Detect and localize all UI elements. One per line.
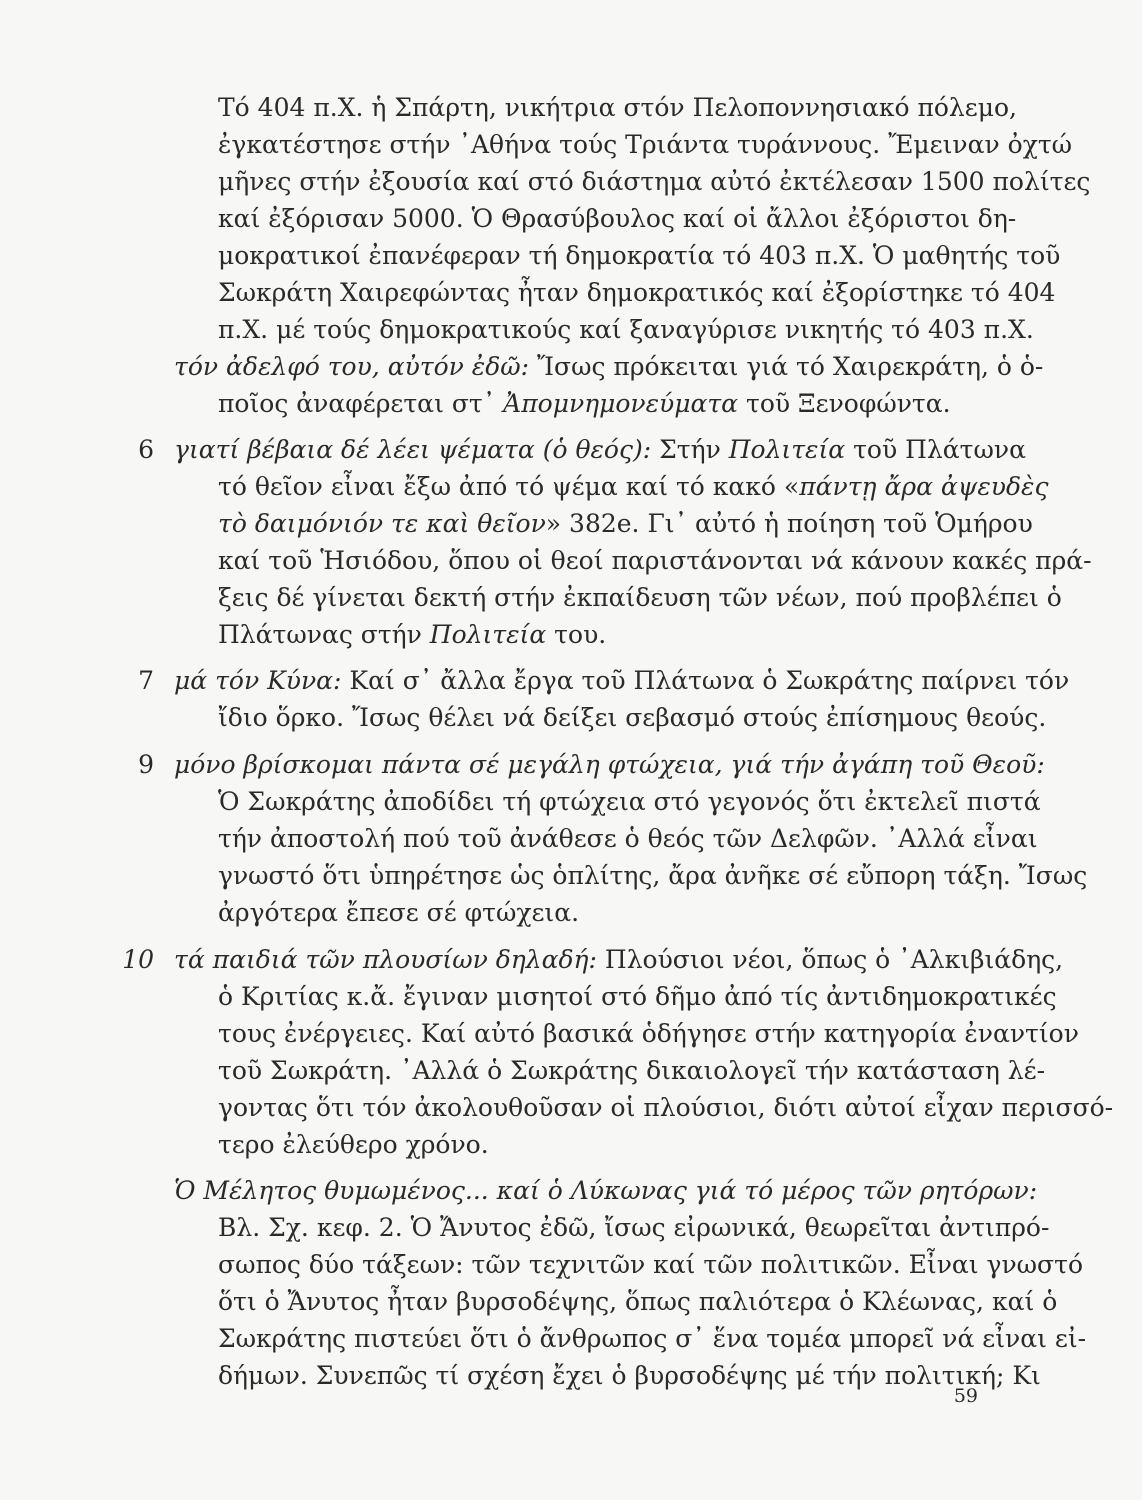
note-term: μά τόν Κύνα: <box>174 666 342 695</box>
text-line <box>174 663 1070 698</box>
note-number: 6 <box>138 435 154 464</box>
text-line <box>174 1173 1038 1208</box>
text-line <box>218 506 1033 541</box>
text-line: π.Χ. μέ τούς δημοκρατικούς καί ξαναγύρισε νικητής τό 403 π.Χ. <box>218 315 1034 344</box>
text-line <box>174 432 1026 467</box>
note-text: Πλούσιοι νέοι, ὅπως ὁ ᾿Αλκιβιάδης, <box>596 945 1064 974</box>
note-term: μόνο βρίσκομαι πάντα σέ μεγάλη φτώχεια, γιά τήν ἀγάπη τοῦ Θεοῦ: <box>174 750 1045 779</box>
text-line: μοκρατικοί ἐπανέφεραν τή δημοκρατία τό 403 π.Χ. Ὁ μαθητής τοῦ <box>218 241 1061 270</box>
text-line: καί τοῦ Ἡσιόδου, ὅπου οἱ θεοί παριστάνονται νά κάνουν κακές πρά- <box>218 546 1092 575</box>
text-line: δήμων. Συνεπῶς τί σχέση ἔχει ὁ βυρσοδέψης μέ τήν πολιτική; Κι <box>218 1361 1041 1390</box>
note-number: 7 <box>138 666 154 695</box>
text-line <box>218 386 978 421</box>
text-line: γνωστό ὅτι ὑπηρέτησε ὡς ὁπλίτης, ἄρα ἀνῆκε σέ εὔπορη τάξη. Ἴσως <box>218 861 1088 890</box>
note-number: 10 <box>122 945 154 974</box>
note-text: του. <box>546 620 607 649</box>
quotation: τὸ δαιμόνιόν τε καὶ θεῖον <box>218 509 546 538</box>
note-text: τοῦ Ξενοφώντα. <box>738 389 951 418</box>
text-line: τους ἐνέργειες. Καί αὐτό βασικά ὁδήγησε στήν κατηγορία ἐναντίον <box>218 1019 1079 1048</box>
text-line <box>174 349 1044 384</box>
note-text: » 382e. Γι᾿ αὐτό ἡ ποίηση τοῦ Ὁμήρου <box>545 509 1033 538</box>
text-line: Σωκράτη Χαιρεφώντας ἦταν δημοκρατικός καί ἐξορίστηκε τό 404 <box>218 278 1056 307</box>
text-line <box>218 617 978 652</box>
work-title: Ἀπομνημονεύματα <box>503 389 739 418</box>
text-line <box>174 942 1064 977</box>
text-line: Ὁ Σωκράτης ἀποδίδει τή φτώχεια στό γεγονός ὅτι ἐκτελεῖ πιστά <box>218 787 1041 816</box>
note-text: Ἴσως πρόκειται γιά τό Χαιρεκράτη, ὁ ὁ- <box>529 352 1044 381</box>
page-number: 59 <box>953 1385 978 1407</box>
note-text: ποῖος ἀναφέρεται στ᾿ <box>218 389 504 418</box>
note-text: Καί σ᾿ ἄλλα ἔργα τοῦ Πλάτωνα ὁ Σωκράτης παίρνει τόν <box>341 666 1070 695</box>
text-line: Βλ. Σχ. κεφ. 2. Ὁ Ἄνυτος ἐδῶ, ἴσως εἰρωνικά, θεωρεῖται ἀντιπρό- <box>218 1213 1050 1242</box>
note-text: Στήν <box>651 435 729 464</box>
text-line: σωπος δύο τάξεων: τῶν τεχνιτῶν καί τῶν πολιτικῶν. Εἶναι γνωστό <box>218 1250 1084 1279</box>
text-line: τοῦ Σωκράτη. ᾿Αλλά ὁ Σωκράτης δικαιολογεῖ τήν κατάσταση λέ- <box>218 1056 1046 1085</box>
note-term: τά παιδιά τῶν πλουσίων δηλαδή: <box>174 945 597 974</box>
text-line: ξεις δέ γίνεται δεκτή στήν ἐκπαίδευση τῶν νέων, πού προβλέπει ὁ <box>218 583 1062 612</box>
text-line <box>174 747 1045 782</box>
text-line: μῆνες στήν ἐξουσία καί στό διάστημα αὐτό ἐκτέλεσαν 1500 πολίτες <box>218 167 1091 196</box>
text-line: Τό 404 π.Χ. ἡ Σπάρτη, νικήτρια στόν Πελοποννησιακό πόλεμο, <box>218 93 1017 122</box>
text-line: ἀργότερα ἔπεσε σέ φτώχεια. <box>218 898 580 927</box>
text-line: ὁ Κριτίας κ.ἄ. ἔγιναν μισητοί στό δῆμο ἀπό τίς ἀντιδημοκρατικές <box>218 982 1057 1011</box>
work-title: Πολιτεία <box>429 620 547 649</box>
note-number: 9 <box>138 750 154 779</box>
text-line: τερο ἐλεύθερο χρόνο. <box>218 1130 489 1159</box>
quotation: πάντῃ ἄρα ἀψευδὲς <box>799 472 1049 501</box>
text-line: τήν ἀποστολή πού τοῦ ἀνάθεσε ὁ θεός τῶν Δελφῶν. ᾿Αλλά εἶναι <box>218 824 1038 853</box>
note-text: τοῦ Πλάτωνα <box>845 435 1026 464</box>
note-text: Πλάτωνας στήν <box>218 620 430 649</box>
text-line: ὅτι ὁ Ἄνυτος ἦταν βυρσοδέψης, ὅπως παλιότερα ὁ Κλέωνας, καί ὁ <box>218 1287 1058 1316</box>
work-title: Πολιτεία <box>728 435 846 464</box>
note-term: τόν ἀδελφό του, αὐτόν ἐδῶ: <box>174 352 530 381</box>
text-line: γοντας ὅτι τόν ἀκολουθοῦσαν οἱ πλούσιοι, διότι αὐτοί εἶχαν περισσό- <box>218 1093 1114 1122</box>
text-line: Σωκράτης πιστεύει ὅτι ὁ ἄνθρωπος σ᾿ ἕνα τομέα μπορεῖ νά εἶναι εἰ- <box>218 1324 1087 1353</box>
text-line: ἐγκατέστησε στήν ᾿Αθήνα τούς Τριάντα τυράννους. Ἔμειναν ὀχτώ <box>218 130 1073 159</box>
note-term: Ὁ Μέλητος θυμωμένος... καί ὁ Λύκωνας γιά τό μέρος τῶν ρητόρων: <box>174 1176 1038 1205</box>
note-term: γιατί βέβαια δέ λέει ψέματα (ὁ θεός): <box>174 435 652 464</box>
text-line: ἴδιο ὅρκο. Ἴσως θέλει νά δείξει σεβασμό στούς ἐπίσημους θεούς. <box>218 703 1047 732</box>
text-line: καί ἐξόρισαν 5000. Ὁ Θρασύβουλος καί οἱ ἄλλοι ἐξόριστοι δη- <box>218 204 1017 233</box>
text-line <box>218 469 1049 504</box>
note-text: τό θεῖον εἶναι ἔξω ἀπό τό ψέμα καί τό κακό « <box>218 472 800 501</box>
